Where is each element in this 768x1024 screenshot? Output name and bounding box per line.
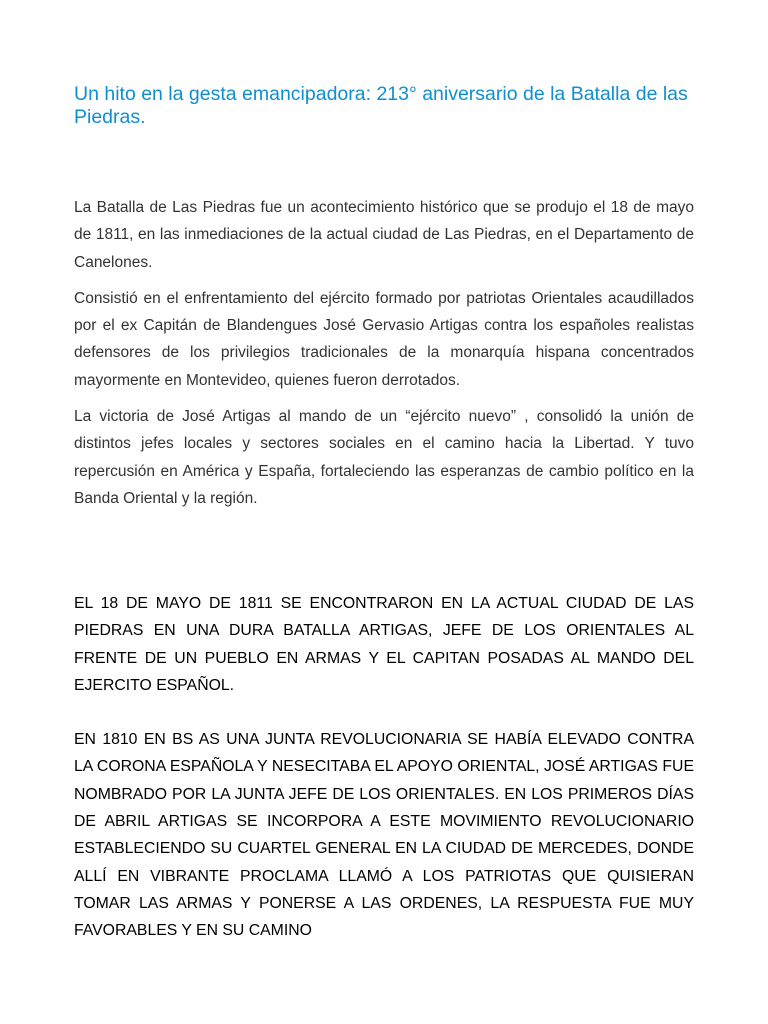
uppercase-paragraph: EN 1810 EN BS AS UNA JUNTA REVOLUCIONARIA SE HABÍA ELEVADO CONTRA LA CORONA ESPAÑOLA Y NESECITABA EL APOYO ORIENTAL, JOSÉ ARTIGAS FUE NOMBRADO POR LA JUNTA JEFE DE LOS ORIENTALES. EN LOS PRIMEROS DÍAS DE ABRIL ARTIGAS SE INCORPORA A ESTE MOVIMIENTO REVOLUCIONARIO ESTABLECIENDO SU CUARTEL GENERAL EN LA CIUDAD DE MERCEDES, DONDE ALLÍ EN VIBRANTE PROCLAMA LLAMÓ A LOS PATRIOTAS QUE QUISIERAN TOMAR LAS ARMAS Y PONERSE A LAS ORDENES, LA RESPUESTA FUE MUY FAVORABLES Y EN SU CAMINO (74, 731, 694, 940)
intro-paragraph: La Batalla de Las Piedras fue un acontecimiento histórico que se produjo el 18 de mayo de 1811, en las inmediaciones de la actual ciudad de Las Piedras, en el Departamento de Canelones. (74, 199, 694, 271)
uppercase-section (74, 590, 694, 972)
uppercase-paragraph: EL 18 DE MAYO DE 1811 SE ENCONTRARON EN LA ACTUAL CIUDAD DE LAS PIEDRAS EN UNA DURA BATALLA ARTIGAS, JEFE DE LOS ORIENTALES AL FRENTE DE UN PUEBLO EN ARMAS Y EL CAPITAN POSADAS AL MANDO DEL EJERCITO ESPAÑOL. (74, 595, 694, 694)
document-title: Un hito en la gesta emancipadora: 213° aniversario de la Batalla de las Piedras. (74, 83, 688, 128)
intro-paragraph: La victoria de José Artigas al mando de un “ejército nuevo” , consolidó la unión de distintos jefes locales y sectores sociales en el camino hacia la Libertad. Y tuvo repercusión en América y España, fortaleciendo las esperanzas de cambio político en la Banda Oriental y la región. (74, 408, 694, 507)
intro-paragraph: Consistió en el enfrentamiento del ejército formado por patriotas Orientales acaudillados por el ex Capitán de Blandengues José Gervasio Artigas contra los españoles realistas defensores de los privilegios tradicionales de la monarquía hispana concentrados mayormente en Montevideo, quienes fueron derrotados. (74, 289, 694, 389)
intro-section (74, 194, 694, 521)
